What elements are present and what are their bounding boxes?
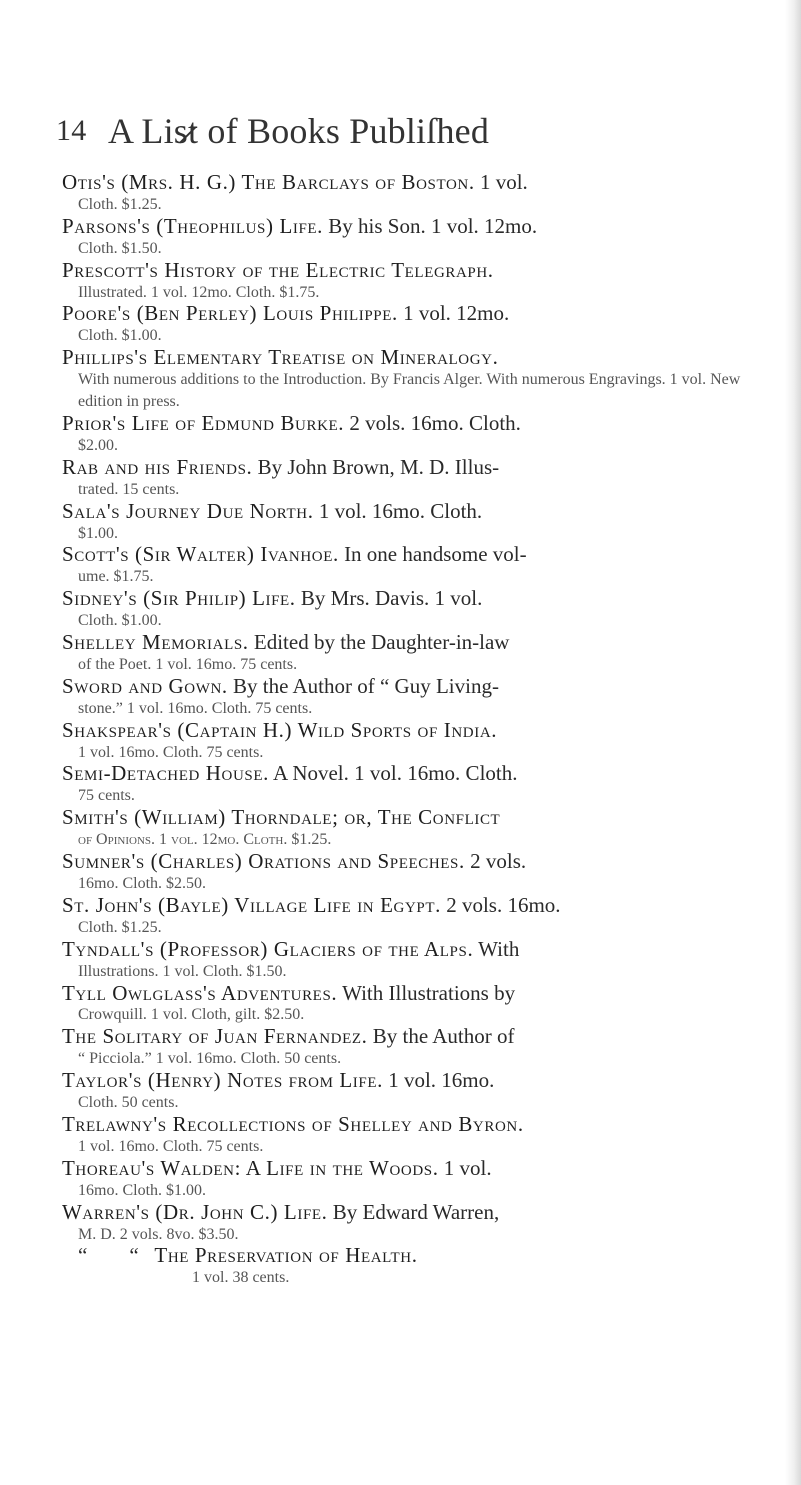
entry-detail: of Opinions. 1 vol. 12mo. Cloth. $1.25. [78,831,332,849]
book-entry [62,588,758,632]
entry-title: Parsons's (Theophilus) Life. [62,213,324,238]
entry-detail: M. D. 2 vols. 8vo. $3.50. [78,1225,239,1243]
entry-desc: 2 vols. 16mo. [440,892,561,917]
entry-title: Shakspear's (Captain H.) Wild Sports of India. [62,717,498,742]
entry-title: Thoreau's Walden: A Life in the Woods. [62,1155,439,1180]
running-head: A Lis̷t of Books Publiſhed [108,111,490,151]
entry-detail: Illustrated. 1 vol. 12mo. Cloth. $1.75. [78,283,320,301]
entry-detail: Cloth. $1.25. [78,918,162,936]
book-entry [62,807,758,851]
entry-detail: 16mo. Cloth. $1.00. [78,1181,207,1199]
entry-desc: With Illustrations by [337,980,516,1005]
entry-title: Sala's Journey Due North. [62,498,314,523]
entry-title: Tyll Owlglass's Adventures. [62,980,338,1005]
book-entry [62,213,758,260]
entry-desc: 1 vol. [474,170,528,194]
book-entry [62,347,758,413]
entry-desc: By John Brown, M. D. Illus- [252,454,500,479]
entry-detail: stone.” 1 vol. 16mo. Cloth. 75 cents. [78,699,313,717]
book-entry [62,673,758,720]
entry-title: Smith's (William) Thorndale; or, The Conflict [62,805,501,830]
entry-title: St. John's (Bayle) Village Life in Egypt. [62,892,441,917]
book-list [62,172,758,1289]
entry-title: The Solitary of Juan Fernandez. [62,1024,368,1049]
entry-title: Sumner's (Charles) Orations and Speeches. [62,849,465,874]
entry-desc: Edited by the Daughter-in-law [248,630,510,655]
book-entry [62,851,758,895]
ditto-marks: “ “ [78,1243,139,1268]
book-entry [62,632,758,676]
entry-title: Shelley Memorials. [62,630,249,655]
book-entry-ditto [62,1245,758,1289]
book-entry [62,1155,758,1202]
entry-desc: 1 vol. [438,1155,492,1180]
entry-detail: 1 vol. 16mo. Cloth. 75 cents. [78,1137,264,1155]
entry-title: Poore's (Ben Perley) Louis Philippe. [62,301,398,326]
entry-desc: With [473,936,520,961]
entry-title: Taylor's (Henry) Notes from Life. [62,1068,383,1093]
entry-detail: Cloth. $1.00. [78,612,162,630]
entry-title: Rab and his Friends. [62,454,253,479]
entry-title: Trelawny's Recollections of Shelley and Byron. [62,1111,524,1136]
book-entry [62,172,758,216]
entry-detail: “ Picciola.” 1 vol. 16mo. Cloth. 50 cents. [78,1050,342,1068]
entry-title: Otis's (Mrs. H. G.) The Barclays of Boston. [62,170,475,194]
entry-detail: 75 cents. [78,787,135,805]
entry-desc: 1 vol. 16mo. Cloth. [313,498,483,523]
book-entry [62,980,758,1027]
book-entry [62,1111,758,1158]
entry-desc: By Mrs. Davis. 1 vol. [295,586,483,611]
entry-title: Sidney's (Sir Philip) Life. [62,586,296,611]
entry-detail: 1 vol. 38 cents. [192,1269,290,1287]
entry-desc: By the Author of [367,1024,515,1049]
entry-detail: trated. 15 cents. [78,480,180,498]
entry-detail: Cloth. $1.25. [78,195,162,213]
book-entry [62,892,758,939]
book-entry [62,936,758,983]
entry-detail: $2.00. [78,436,118,454]
entry-detail: $1.00. [78,524,118,542]
book-entry [62,763,758,807]
book-entry [62,544,758,588]
book-entry [62,1199,758,1246]
book-entry [62,1026,758,1070]
entry-title: Semi-Detached House. [62,761,269,786]
entry-desc: By his Son. 1 vol. 12mo. [323,213,538,238]
entry-detail: 16mo. Cloth. $2.50. [78,875,207,892]
book-entry [62,257,758,304]
entry-title: Phillips's Elementary Treatise on Mineralogy. [62,345,499,370]
entry-desc: 1 vol. 12mo. [397,301,510,326]
entry-desc: 1 vol. 16mo. [382,1068,495,1093]
book-entry [62,454,758,501]
entry-title: The Preservation of Health. [154,1243,418,1268]
entry-desc: By Edward Warren, [327,1199,500,1224]
entry-desc: 2 vols. 16mo. Cloth. [344,410,521,435]
ditto-line [62,1243,418,1267]
entry-title: Prescott's History of the Electric Telegraph. [62,257,494,282]
entry-detail: With numerous additions to the Introduction. By Francis Alger. With numerous Engravings. 1 vol. New edition in press. [78,371,741,411]
entry-title: Tyndall's (Professor) Glaciers of the Alps. [62,936,474,961]
entry-title: Sword and Gown. [62,673,228,698]
entry-detail: of the Poet. 1 vol. 16mo. 75 cents. [78,655,298,673]
entry-title: Warren's (Dr. John C.) Life. [62,1199,328,1224]
page-edge [785,0,801,1485]
entry-title: Scott's (Sir Walter) Ivanhoe. [62,542,339,567]
book-entry [62,1070,758,1114]
book-entry [62,303,758,347]
entry-desc: By the Author of “ Guy Living- [227,673,499,698]
book-page [56,98,756,1287]
page-header [56,98,756,158]
entry-detail: ume. $1.75. [78,568,154,586]
entry-desc: In one handsome vol- [338,542,527,567]
entry-desc: A Novel. 1 vol. 16mo. Cloth. [268,761,518,786]
book-entry [62,717,758,764]
book-entry [62,498,758,545]
entry-detail: 1 vol. 16mo. Cloth. 75 cents. [78,743,264,761]
entry-title: Prior's Life of Edmund Burke. [62,410,345,435]
book-entry [62,410,758,457]
entry-detail: Crowquill. 1 vol. Cloth, gilt. $2.50. [78,1006,305,1024]
entry-detail: Cloth. 50 cents. [78,1094,179,1112]
entry-detail: Cloth. $1.50. [78,239,162,257]
entry-desc: 2 vols. [464,849,527,874]
entry-detail: Cloth. $1.00. [78,327,162,345]
page-number: 14 [56,114,87,147]
entry-detail: Illustrations. 1 vol. Cloth. $1.50. [78,962,287,980]
